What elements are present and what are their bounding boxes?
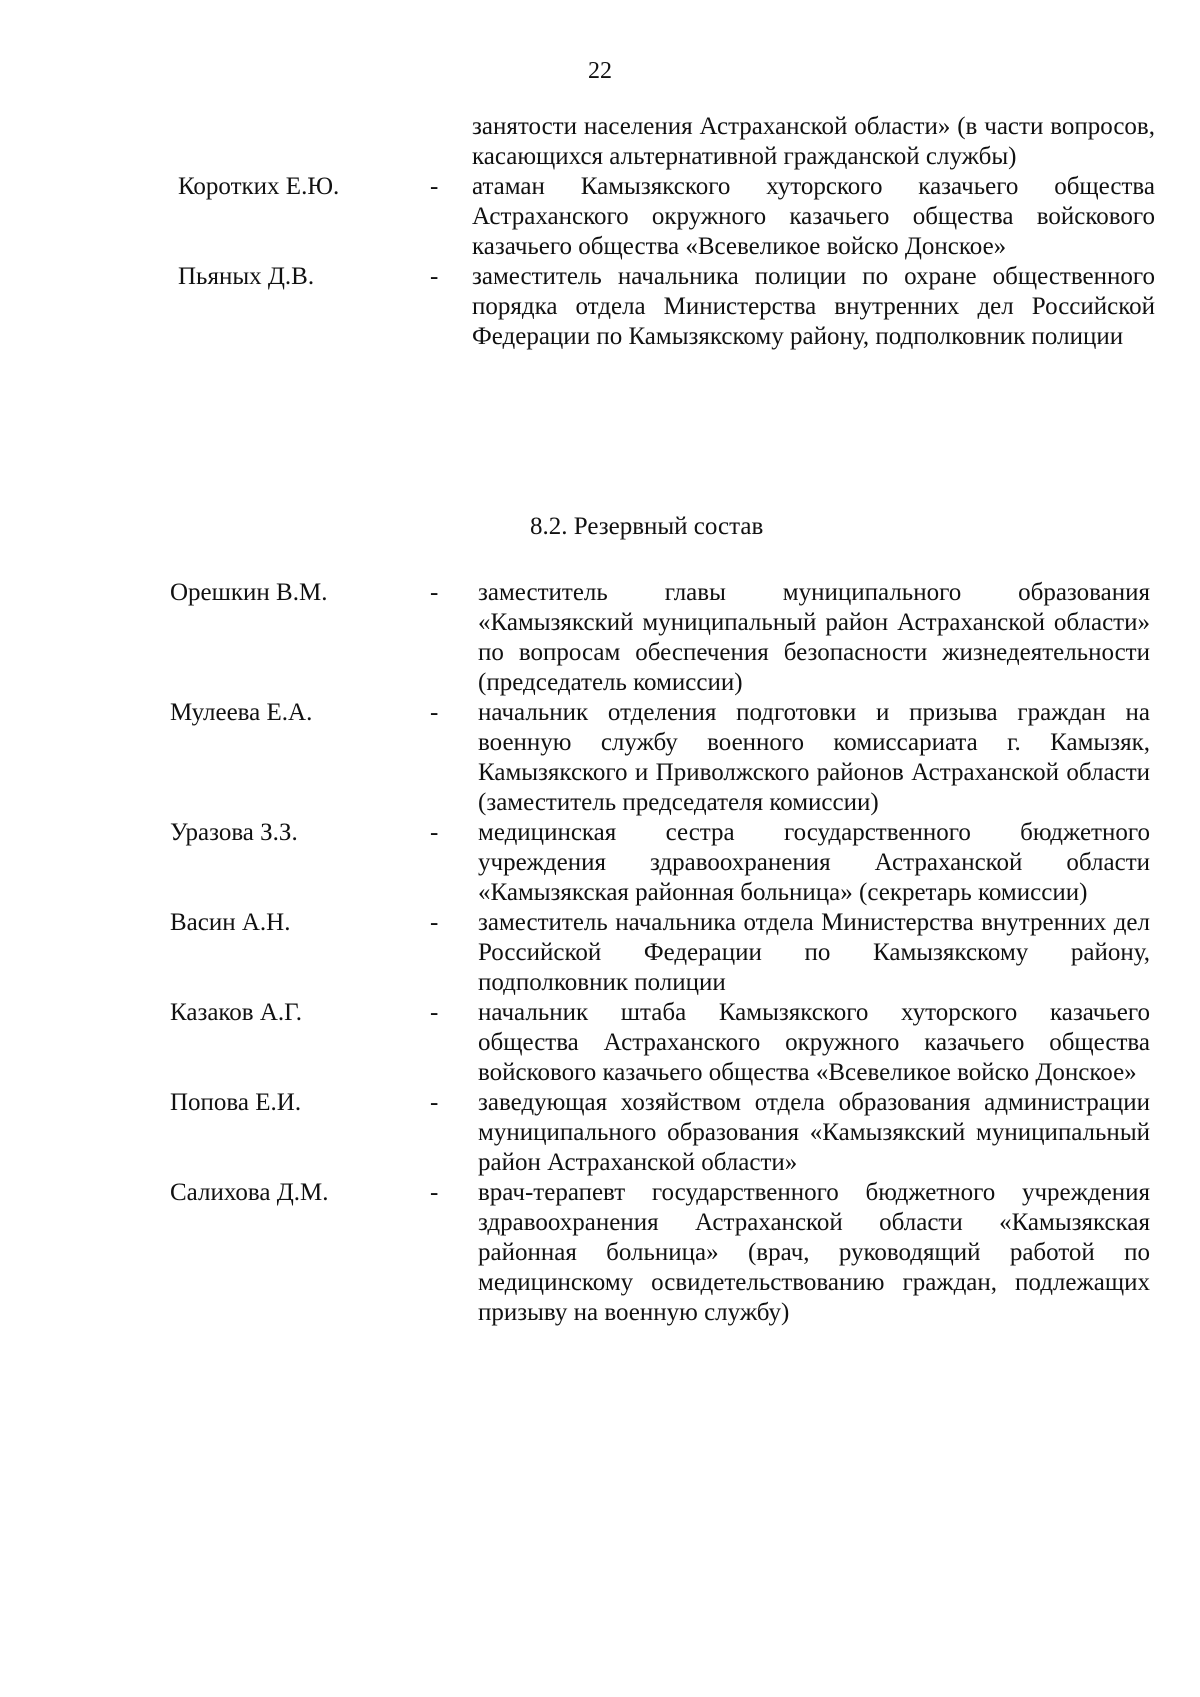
- dash-separator: -: [430, 1179, 439, 1206]
- member-row: [0, 908, 1200, 998]
- member-name: Мулеева Е.А.: [170, 699, 313, 726]
- dash-separator: -: [430, 699, 439, 726]
- member-position: медицинская сестра государственного бюджетного учреждения здравоохранения Астраханской области «Камызякская районная больница» (секретарь комиссии): [478, 819, 1150, 906]
- member-position: заместитель главы муниципального образования «Камызякский муниципальный район Астраханской области» по вопросам обеспечения безопасности жизнедеятельности (председатель комиссии): [478, 579, 1150, 696]
- section-title: 8.2. Резервный состав: [530, 513, 764, 540]
- member-row: [0, 262, 1200, 352]
- continuation-text: занятости населения Астраханской области» (в части вопросов, касающихся альтернативной гражданской службы): [472, 113, 1155, 170]
- reserve-members-block: [0, 578, 1200, 1328]
- dash-separator: -: [430, 909, 439, 936]
- dash-separator: -: [430, 999, 439, 1026]
- member-name: Пьяных Д.В.: [178, 263, 315, 290]
- member-row: [0, 998, 1200, 1088]
- member-position: начальник отделения подготовки и призыва граждан на военную службу военного комиссариата г. Камызяк, Камызякского и Приволжского районов Астраханской области (заместитель председателя комиссии): [478, 699, 1150, 816]
- member-row: [0, 172, 1200, 262]
- member-name: Попова Е.И.: [170, 1089, 302, 1116]
- member-row: [0, 698, 1200, 818]
- member-row: [0, 1178, 1200, 1328]
- dash-separator: -: [430, 819, 439, 846]
- member-name: Васин А.Н.: [170, 909, 291, 936]
- member-position: заместитель начальника полиции по охране общественного порядка отдела Министерства внутренних дел Российской Федерации по Камызякскому району, подполковник полиции: [472, 263, 1155, 350]
- continuation-row: [0, 112, 1200, 172]
- member-position: начальник штаба Камызякского хуторского казачьего общества Астраханского окружного казачьего общества войскового казачьего общества «Всевеликое войско Донское»: [478, 999, 1150, 1086]
- member-position: врач-терапевт государственного бюджетного учреждения здравоохранения Астраханской области «Камызякская районная больница» (врач, руководящий работой по медицинскому освидетельствованию граждан, подлежащих призыву на военную службу): [478, 1179, 1150, 1326]
- member-position: заведующая хозяйством отдела образования администрации муниципального образования «Камызякский муниципальный район Астраханской области»: [478, 1089, 1150, 1176]
- member-row: [0, 578, 1200, 698]
- dash-separator: -: [430, 1089, 439, 1116]
- member-position: заместитель начальника отдела Министерства внутренних дел Российской Федерации по Камызякскому району, подполковник полиции: [478, 909, 1150, 996]
- member-position: атаман Камызякского хуторского казачьего общества Астраханского окружного казачьего общества войскового казачьего общества «Всевеликое войско Донское»: [472, 173, 1155, 260]
- dash-separator: -: [430, 263, 439, 290]
- member-name: Коротких Е.Ю.: [178, 173, 340, 200]
- member-name: Уразова З.З.: [170, 819, 298, 846]
- member-row: [0, 1088, 1200, 1178]
- main-members-block: [0, 112, 1200, 352]
- member-name: Казаков А.Г.: [170, 999, 303, 1026]
- page-number: 22: [588, 58, 612, 84]
- dash-separator: -: [430, 173, 439, 200]
- member-row: [0, 818, 1200, 908]
- member-name: Салихова Д.М.: [170, 1179, 329, 1206]
- member-name: Орешкин В.М.: [170, 579, 328, 606]
- dash-separator: -: [430, 579, 439, 606]
